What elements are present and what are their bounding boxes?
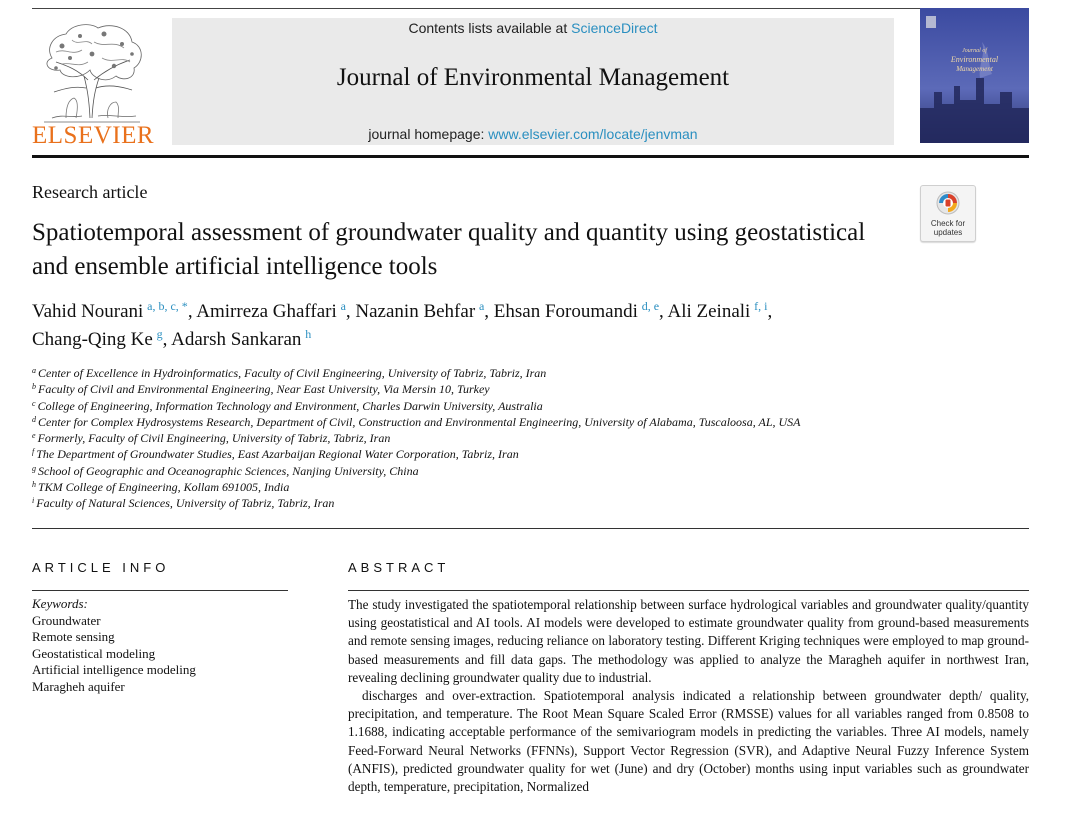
check-updates-line1: Check for (930, 219, 966, 228)
publisher-wordmark[interactable]: ELSEVIER (32, 122, 155, 149)
author-name[interactable]: Nazanin Behfar (355, 301, 476, 322)
abstract-heading: ABSTRACT (348, 560, 450, 575)
cover-title-line3: Management (956, 65, 993, 73)
abstract-body (348, 596, 1029, 796)
affiliation-item (32, 365, 1032, 381)
author-affiliation-marks[interactable]: h (305, 327, 312, 341)
affiliation-letter: f (32, 447, 35, 457)
affiliation-item (32, 446, 1032, 462)
affiliation-letter: h (32, 480, 36, 490)
journal-homepage-link[interactable]: www.elsevier.com/locate/jenvman (488, 126, 698, 142)
author-affiliation-marks[interactable]: f, i (754, 299, 768, 313)
article-info-rule (32, 590, 288, 591)
author-name[interactable]: Vahid Nourani (32, 301, 144, 322)
homepage-line (172, 124, 894, 144)
author[interactable] (32, 329, 171, 350)
affiliation-item (32, 495, 1032, 511)
keywords-list (32, 613, 196, 696)
affiliation-text: Faculty of Natural Sciences, University of Tabriz, Tabriz, Iran (36, 496, 335, 511)
author[interactable] (196, 301, 355, 322)
affiliation-letter: b (32, 382, 36, 392)
affiliation-text: TKM College of Engineering, Kollam 691005, India (38, 480, 290, 495)
author-name[interactable]: Amirreza Ghaffari (196, 301, 337, 322)
cover-title-line1: Journal of (962, 48, 987, 54)
affiliation-text: Faculty of Civil and Environmental Engineering, Near East University, Via Mersin 10, Turkey (38, 382, 490, 397)
author-separator: , (484, 301, 494, 322)
author-separator: , (162, 329, 172, 350)
affiliation-item (32, 479, 1032, 495)
affiliation-letter: i (32, 496, 35, 506)
journal-title: Journal of Environmental Management (336, 64, 730, 91)
article-type: Research article (32, 182, 148, 202)
author[interactable] (32, 301, 196, 322)
abstract-rule (348, 590, 1029, 591)
keywords-label: Keywords: (32, 596, 88, 611)
contents-line (172, 18, 894, 38)
affiliation-text: College of Engineering, Information Technology and Environment, Charles Darwin University, Australia (37, 398, 543, 413)
author-name[interactable]: Ehsan Foroumandi (493, 301, 638, 322)
check-updates-label (921, 219, 975, 237)
keyword-item: Geostatistical modeling (32, 645, 156, 661)
author-affiliation-marks[interactable]: d, e (641, 299, 660, 313)
affiliation-letter: a (32, 366, 36, 375)
author-separator: , (767, 301, 773, 322)
affiliation-text: Center for Complex Hydrosystems Research, Department of Civil, Construction and Environmental Engineering, University of Alabama, Tuscaloosa, AL, USA (38, 414, 801, 429)
keywords-block (32, 596, 196, 695)
affiliation-text: The Department of Groundwater Studies, East Azarbaijan Regional Water Corporation, Tabriz, Iran (36, 447, 519, 462)
keyword-item: Artificial intelligence modeling (32, 662, 196, 677)
author-separator: , (659, 301, 668, 322)
sciencedirect-link[interactable]: ScienceDirect (571, 20, 658, 36)
cover-title-line2: Environmental (950, 55, 999, 64)
affiliation-text: Formerly, Faculty of Civil Engineering, University of Tabriz, Tabriz, Iran (37, 431, 391, 446)
author-affiliation-marks[interactable]: a (478, 299, 485, 313)
keyword-item: Remote sensing (32, 629, 115, 644)
affiliation-letter: e (32, 431, 36, 441)
author-name[interactable]: Chang-Qing Ke (32, 329, 153, 350)
affiliation-item (32, 463, 1032, 479)
affiliation-letter: g (32, 463, 36, 473)
author-separator: , (345, 301, 356, 322)
author[interactable] (494, 301, 668, 322)
author[interactable] (171, 329, 311, 350)
homepage-prefix: journal homepage: (368, 126, 485, 142)
abstract-paragraph-2: discharges and over-extraction. Spatiotemporal analysis indicated a relationship between groundwater depth/ quality, precipitation, and temperature. The Root Mean Square Scaled Error (RMSSE) values for all variables ranged from 0.8508 to 1.1688, indicating acceptable performance of the semivariogram models in predicting the variables. Three AI models, namely Feed-Forward Neural Networks (FFNNs), Support Vector Regression (SVR), and Adaptive Neural Fuzzy Inference System (ANFIS), predicted groundwater quality for wet (June) and dry (October) months using input variables such as groundwater depth, temperature, precipitation, Normalized (348, 688, 1029, 795)
affiliation-letter: c (32, 398, 36, 408)
header-bottom-rule (32, 155, 1029, 158)
keyword-item: Groundwater (32, 612, 101, 628)
author-affiliation-marks[interactable]: a, b, c, * (147, 299, 188, 313)
check-for-updates-button[interactable] (920, 185, 976, 242)
author[interactable] (355, 301, 493, 322)
article-title: Spatiotemporal assessment of groundwater quality and quantity using geostatistical and ensemble artificial intelligence tools (32, 219, 866, 280)
author-name[interactable]: Ali Zeinali (667, 301, 751, 322)
author-list (32, 298, 962, 354)
affiliation-item (32, 414, 1032, 430)
affiliation-item (32, 398, 1032, 414)
affiliations-rule (32, 528, 1029, 529)
affiliation-item (32, 430, 1032, 446)
keyword-item: Maragheh aquifer (32, 678, 125, 694)
author[interactable] (667, 301, 772, 322)
author-separator: , (187, 301, 197, 322)
journal-cover-image[interactable] (920, 8, 1029, 143)
crossmark-icon (936, 191, 960, 217)
author-affiliation-marks[interactable]: a (340, 299, 346, 313)
affiliation-text: School of Geographic and Oceanographic Sciences, Nanjing University, China (38, 463, 419, 478)
affiliation-list (32, 365, 1032, 512)
author-name[interactable]: Adarsh Sankaran (171, 329, 302, 350)
affiliation-item (32, 381, 1032, 397)
affiliation-text: Center of Excellence in Hydroinformatics, Faculty of Civil Engineering, University of Tabriz, Tabriz, Iran (38, 366, 547, 380)
check-updates-line2: updates (933, 228, 963, 237)
affiliation-letter: d (32, 414, 36, 424)
author-affiliation-marks[interactable]: g (156, 327, 163, 341)
contents-prefix: Contents lists available at (408, 20, 568, 36)
abstract-paragraph-1: The study investigated the spatiotemporal relationship between surface hydrological variables and groundwater quality/quantity using geostatistical and AI tools. AI models were developed to estimate groundwater quality from ground-based measurements and remote sensing images, reducing reliance on laboratory testing. Different Kriging techniques were employed to map ground-based measurements and fill data gaps. The methodology was applied to analyze the Maragheh aquifer in northwest Iran, revealing declining groundwater quality due to industrial. (348, 597, 1029, 685)
article-info-heading: ARTICLE INFO (32, 560, 170, 575)
header-top-rule (32, 8, 1029, 9)
